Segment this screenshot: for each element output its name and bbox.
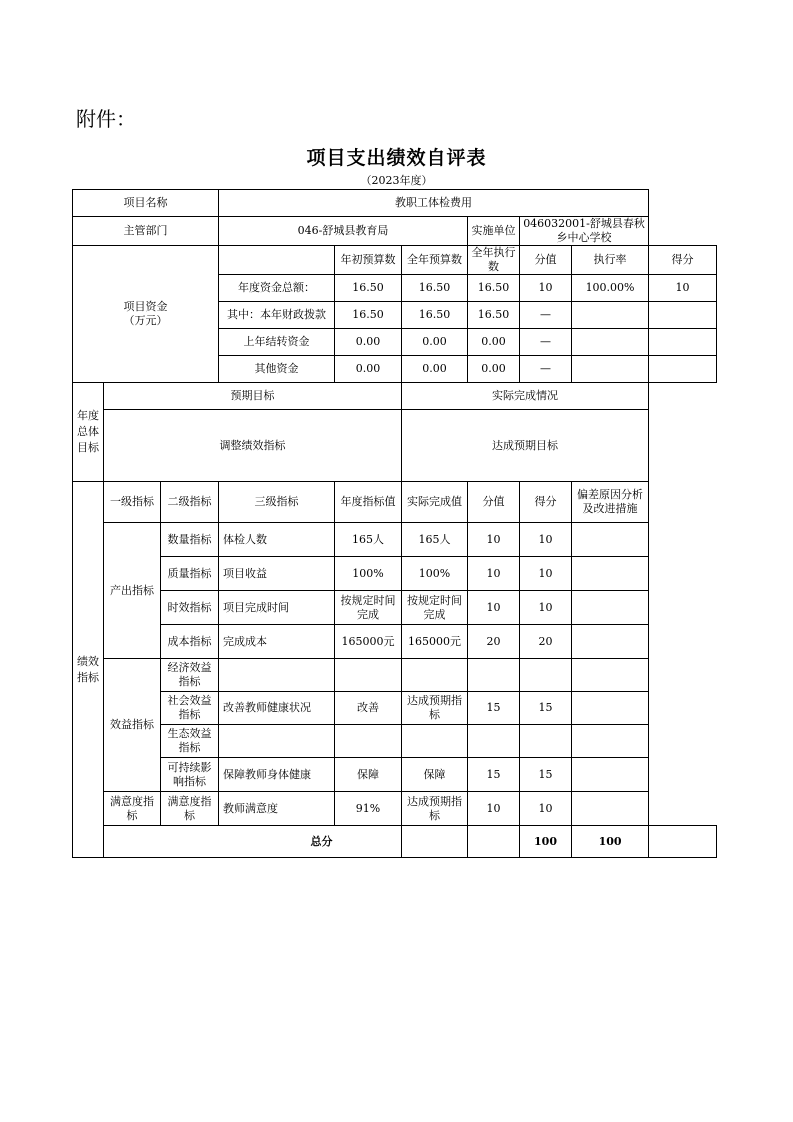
funds-header-row bbox=[73, 246, 717, 275]
score-value: — bbox=[520, 329, 572, 356]
actual-value: 按规定时间完成 bbox=[402, 591, 468, 625]
score: 15 bbox=[520, 758, 572, 792]
budget-start: 0.00 bbox=[335, 356, 402, 383]
level3-label bbox=[219, 659, 335, 692]
funds-header: 全年预算数 bbox=[402, 246, 468, 275]
indicators-section-label: 绩效指标 bbox=[73, 482, 104, 858]
level2-label: 社会效益指标 bbox=[161, 692, 219, 725]
actual-value: 100% bbox=[402, 557, 468, 591]
exec-rate bbox=[572, 302, 649, 329]
deviation bbox=[572, 692, 649, 725]
level3-label: 项目完成时间 bbox=[219, 591, 335, 625]
score-value: 10 bbox=[468, 557, 520, 591]
funds-row-label: 其他资金 bbox=[219, 356, 335, 383]
level3-header: 三级指标 bbox=[219, 482, 335, 523]
level2-label: 满意度指标 bbox=[161, 792, 219, 826]
target-value: 按规定时间完成 bbox=[335, 591, 402, 625]
exec-rate bbox=[572, 356, 649, 383]
deviation bbox=[572, 792, 649, 826]
actual-value bbox=[402, 725, 468, 758]
dept-value: 046-舒城县教育局 bbox=[219, 217, 468, 246]
annual-goal-label: 年度总体目标 bbox=[73, 383, 104, 482]
score bbox=[649, 329, 717, 356]
level2-label: 质量指标 bbox=[161, 557, 219, 591]
total-blank bbox=[649, 826, 717, 858]
actual-goal-header: 实际完成情况 bbox=[402, 383, 649, 410]
deviation bbox=[572, 758, 649, 792]
dept-label: 主管部门 bbox=[73, 217, 219, 246]
evaluation-table bbox=[72, 189, 717, 858]
budget-start: 16.50 bbox=[335, 302, 402, 329]
total-label: 总分 bbox=[104, 826, 402, 858]
score-value-header: 分值 bbox=[468, 482, 520, 523]
indicator-row bbox=[73, 557, 717, 591]
budget-start: 16.50 bbox=[335, 275, 402, 302]
actual-value: 达成预期指标 bbox=[402, 692, 468, 725]
level2-label: 可持续影响指标 bbox=[161, 758, 219, 792]
exec-rate: 100.00% bbox=[572, 275, 649, 302]
project-name-label: 项目名称 bbox=[73, 190, 219, 217]
score-value: 10 bbox=[468, 523, 520, 557]
score: 10 bbox=[520, 591, 572, 625]
indicators-header-row bbox=[73, 482, 717, 523]
level3-label: 保障教师身体健康 bbox=[219, 758, 335, 792]
level2-header: 二级指标 bbox=[161, 482, 219, 523]
target-value bbox=[335, 725, 402, 758]
indicator-row bbox=[73, 792, 717, 826]
project-name-row bbox=[73, 190, 717, 217]
deviation bbox=[572, 625, 649, 659]
budget-year: 16.50 bbox=[402, 275, 468, 302]
executed: 16.50 bbox=[468, 275, 520, 302]
total-score: 100 bbox=[572, 826, 649, 858]
level3-label: 教师满意度 bbox=[219, 792, 335, 826]
score: 10 bbox=[520, 523, 572, 557]
deviation bbox=[572, 523, 649, 557]
level2-label: 经济效益指标 bbox=[161, 659, 219, 692]
deviation bbox=[572, 557, 649, 591]
funds-header: 执行率 bbox=[572, 246, 649, 275]
deviation bbox=[572, 725, 649, 758]
score: 10 bbox=[520, 792, 572, 826]
level3-label: 完成成本 bbox=[219, 625, 335, 659]
executed: 0.00 bbox=[468, 329, 520, 356]
target-value bbox=[335, 659, 402, 692]
exec-rate bbox=[572, 329, 649, 356]
actual-value: 165人 bbox=[402, 523, 468, 557]
level3-label: 项目收益 bbox=[219, 557, 335, 591]
indicator-row bbox=[73, 725, 717, 758]
deviation-header: 偏差原因分析及改进措施 bbox=[572, 482, 649, 523]
level3-label: 体检人数 bbox=[219, 523, 335, 557]
actual-value: 保障 bbox=[402, 758, 468, 792]
score-value: 20 bbox=[468, 625, 520, 659]
executed: 16.50 bbox=[468, 302, 520, 329]
score-header: 得分 bbox=[520, 482, 572, 523]
level1-label: 效益指标 bbox=[104, 659, 161, 792]
actual-value: 165000元 bbox=[402, 625, 468, 659]
score: 15 bbox=[520, 692, 572, 725]
indicator-row bbox=[73, 692, 717, 725]
funds-label: 项目资金 （万元） bbox=[73, 246, 219, 383]
target-value: 100% bbox=[335, 557, 402, 591]
score: 10 bbox=[520, 557, 572, 591]
budget-year: 0.00 bbox=[402, 356, 468, 383]
funds-row-label: 其中：本年财政拨款 bbox=[219, 302, 335, 329]
score-value bbox=[468, 659, 520, 692]
unit-value: 046032001-舒城县春秋乡中心学校 bbox=[520, 217, 649, 246]
actual-value bbox=[402, 659, 468, 692]
funds-header: 分值 bbox=[520, 246, 572, 275]
year-label: （2023年度） bbox=[360, 174, 433, 187]
funds-header: 得分 bbox=[649, 246, 717, 275]
target-value: 保障 bbox=[335, 758, 402, 792]
total-blank bbox=[402, 826, 468, 858]
department-row bbox=[73, 217, 717, 246]
level1-label: 满意度指标 bbox=[104, 792, 161, 826]
score-value bbox=[468, 725, 520, 758]
actual-header: 实际完成值 bbox=[402, 482, 468, 523]
level3-label: 改善教师健康状况 bbox=[219, 692, 335, 725]
annual-goal-row bbox=[73, 410, 717, 482]
attachment-label: 附件： bbox=[76, 107, 136, 131]
actual-value: 达成预期指标 bbox=[402, 792, 468, 826]
indicator-row bbox=[73, 625, 717, 659]
level2-label: 数量指标 bbox=[161, 523, 219, 557]
target-value: 165人 bbox=[335, 523, 402, 557]
score bbox=[520, 659, 572, 692]
deviation bbox=[572, 591, 649, 625]
level1-header: 一级指标 bbox=[104, 482, 161, 523]
indicator-row bbox=[73, 591, 717, 625]
funds-header: 全年执行数 bbox=[468, 246, 520, 275]
score: 10 bbox=[649, 275, 717, 302]
indicator-row bbox=[73, 523, 717, 557]
score-value: — bbox=[520, 302, 572, 329]
funds-row-label: 上年结转资金 bbox=[219, 329, 335, 356]
target-value: 改善 bbox=[335, 692, 402, 725]
score bbox=[649, 302, 717, 329]
score: 20 bbox=[520, 625, 572, 659]
annual-goal-header-row bbox=[73, 383, 717, 410]
score-value: — bbox=[520, 356, 572, 383]
score-value: 10 bbox=[468, 792, 520, 826]
score-value: 15 bbox=[468, 758, 520, 792]
level2-label: 成本指标 bbox=[161, 625, 219, 659]
executed: 0.00 bbox=[468, 356, 520, 383]
deviation bbox=[572, 659, 649, 692]
unit-label: 实施单位 bbox=[468, 217, 520, 246]
score bbox=[520, 725, 572, 758]
target-value: 165000元 bbox=[335, 625, 402, 659]
level2-label: 时效指标 bbox=[161, 591, 219, 625]
budget-year: 16.50 bbox=[402, 302, 468, 329]
indicator-row bbox=[73, 659, 717, 692]
indicator-row bbox=[73, 758, 717, 792]
funds-header-blank bbox=[219, 246, 335, 275]
target-header: 年度指标值 bbox=[335, 482, 402, 523]
score bbox=[649, 356, 717, 383]
total-row bbox=[73, 826, 717, 858]
score-value: 15 bbox=[468, 692, 520, 725]
level2-label: 生态效益指标 bbox=[161, 725, 219, 758]
actual-goal: 达成预期目标 bbox=[402, 410, 649, 482]
page-title: 项目支出绩效自评表 bbox=[306, 147, 487, 169]
score-value: 10 bbox=[468, 591, 520, 625]
target-value: 91% bbox=[335, 792, 402, 826]
funds-header: 年初预算数 bbox=[335, 246, 402, 275]
total-score-value: 100 bbox=[520, 826, 572, 858]
funds-row-label: 年度资金总额： bbox=[219, 275, 335, 302]
level3-label bbox=[219, 725, 335, 758]
project-name-value: 教职工体检费用 bbox=[219, 190, 649, 217]
expected-goal-header: 预期目标 bbox=[104, 383, 402, 410]
budget-year: 0.00 bbox=[402, 329, 468, 356]
total-blank bbox=[468, 826, 520, 858]
level1-label: 产出指标 bbox=[104, 523, 161, 659]
budget-start: 0.00 bbox=[335, 329, 402, 356]
score-value: 10 bbox=[520, 275, 572, 302]
expected-goal: 调整绩效指标 bbox=[104, 410, 402, 482]
